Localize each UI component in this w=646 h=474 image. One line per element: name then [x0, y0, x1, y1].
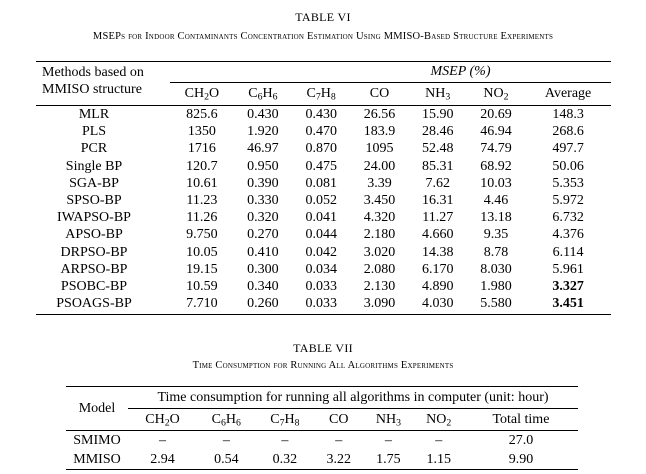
table6-col-header — [409, 83, 467, 106]
table6-cell: 3.090 — [363, 296, 396, 312]
table7-label: TABLE VII — [293, 341, 353, 355]
table6-cell: 0.300 — [247, 261, 279, 277]
table6-row-name: SPSO-BP — [66, 193, 122, 209]
table6-cell: 0.052 — [305, 193, 337, 209]
table6-cell: 0.330 — [247, 193, 279, 209]
table6-row — [36, 123, 611, 140]
formula-part: NO — [483, 86, 504, 101]
table6-cell: 1095 — [365, 141, 394, 157]
formula-subscript: 6 — [221, 416, 226, 428]
table6-row — [36, 106, 611, 124]
table6-row — [36, 209, 611, 226]
formula-subscript: 3 — [396, 416, 401, 428]
table6-cell: 7.710 — [186, 296, 218, 312]
table6-cell: 0.081 — [305, 175, 337, 191]
table7-col-header — [314, 409, 363, 431]
table6-row — [36, 295, 611, 315]
formula-subscript: 2 — [503, 91, 509, 103]
table6-cell: 11.23 — [186, 193, 218, 209]
table6-row-name: ARPSO-BP — [60, 261, 128, 277]
table6-row — [36, 278, 611, 295]
table7-cell: – — [335, 433, 343, 448]
table6-cell: 11.27 — [422, 210, 454, 226]
formula-part: H — [320, 86, 331, 101]
table7-body — [66, 431, 578, 470]
formula-subscript: 2 — [446, 416, 452, 428]
table6-row-name: IWAPSO-BP — [57, 210, 131, 226]
table6-cell: 10.61 — [186, 175, 218, 191]
table6-row-name: SGA-BP — [69, 175, 119, 191]
table6-cell: 0.430 — [247, 107, 279, 122]
table6-cell: 4.46 — [483, 193, 509, 209]
table7-row-name: MMISO — [73, 452, 121, 467]
table6-cell: 7.62 — [425, 175, 450, 191]
table6-cell: 0.410 — [247, 244, 279, 260]
formula-subscript: 6 — [272, 91, 278, 103]
table7-cell: 27.0 — [508, 433, 534, 448]
table7-caption: Time Consumption for Running All Algorithms Experiments — [192, 360, 454, 371]
table6-cell: 4.320 — [363, 210, 396, 226]
formula-part: H — [262, 86, 273, 101]
table6-row-name: APSO-BP — [65, 227, 123, 243]
table6 — [36, 61, 611, 315]
table6-cell — [525, 278, 611, 295]
table6-best-value: 3.451 — [552, 296, 584, 312]
table6-cell: 2.080 — [363, 261, 396, 277]
table7-cell: 0.54 — [214, 452, 239, 467]
table6-col-header — [292, 83, 350, 106]
table7-cell: 3.22 — [326, 452, 351, 467]
formula-part: H — [225, 411, 237, 427]
table6-row-name: PSOAGS-BP — [56, 296, 132, 312]
table7-column-headers — [66, 409, 578, 431]
table6-cell: 1.920 — [247, 124, 279, 140]
table6-cell — [525, 295, 611, 315]
formula-part: O — [209, 86, 220, 101]
table6-cell: 0.033 — [305, 279, 337, 295]
formula-subscript: 6 — [236, 416, 241, 428]
table6-cell: 5.353 — [552, 175, 584, 191]
table7-cell: 1.75 — [376, 452, 401, 467]
formula-part: Total time — [492, 411, 550, 427]
table7-model-header: Model — [66, 387, 128, 431]
table6-row-name: PLS — [81, 124, 107, 140]
table6-col-header — [234, 83, 292, 106]
table6-cell: 10.03 — [480, 175, 512, 191]
formula-part: NO — [426, 411, 447, 427]
table6-cell: 14.38 — [421, 244, 454, 260]
formula-part: O — [169, 411, 180, 427]
table6-row-name: MLR — [78, 107, 110, 122]
table6-cell: 46.94 — [480, 124, 512, 140]
table6-row — [36, 192, 611, 209]
table6-cell: 268.6 — [552, 124, 584, 140]
table6-cell: 13.18 — [480, 210, 512, 226]
table7-cell: – — [222, 433, 230, 448]
table6-cell: 4.660 — [421, 227, 454, 243]
formula-subscript: 2 — [204, 91, 210, 103]
table6-cell: 28.46 — [421, 124, 454, 140]
table7-cell: – — [435, 433, 443, 448]
table6-cell: 148.3 — [552, 107, 584, 122]
table6-cell: 4.376 — [552, 227, 584, 243]
table7-col-header — [414, 409, 464, 431]
table6-cell: 5.961 — [552, 261, 584, 277]
table6-cell: 20.69 — [480, 107, 512, 122]
table7-group-header: Time consumption for running all algorithms in computer (unit: hour) — [157, 390, 549, 405]
formula-part: C — [248, 86, 258, 101]
table6-cell: 4.890 — [421, 279, 454, 295]
table6-cell: 52.48 — [421, 141, 454, 157]
table7-cell: – — [159, 433, 166, 448]
table6-method-header-line2: MMISO structure — [42, 82, 142, 97]
formula-subscript: 2 — [164, 416, 170, 428]
table6-cell: 9.750 — [186, 227, 218, 243]
formula-part: H — [284, 411, 295, 427]
formula-part: C — [211, 411, 222, 427]
table6-cell: 24.00 — [363, 158, 396, 174]
table6-group-header: MSEP (%) — [430, 64, 491, 79]
table7-cell: 1.15 — [426, 452, 451, 467]
formula-part: NH — [375, 411, 397, 427]
table6-cell: 6.170 — [421, 261, 454, 277]
table6-cell: 1.980 — [480, 279, 512, 295]
table6-cell: 183.9 — [363, 124, 396, 140]
formula-part: CH — [145, 411, 165, 427]
table6-cell: 16.31 — [421, 193, 454, 209]
table7-col-header — [128, 409, 197, 431]
table6-col-header — [170, 83, 234, 106]
table7-cell: 2.94 — [150, 452, 175, 467]
table6-cell: 50.06 — [552, 158, 584, 174]
table6-cell: 0.870 — [305, 141, 337, 157]
table6-cell: 68.92 — [480, 158, 512, 174]
table7-row-name: SMIMO — [73, 433, 121, 448]
table6-best-value: 3.327 — [552, 279, 584, 295]
formula-subscript: 7 — [315, 91, 321, 103]
table6-row — [36, 140, 611, 157]
table6-col-header — [350, 83, 408, 106]
table7-col-header — [256, 409, 315, 431]
table7-col-header — [464, 409, 578, 431]
formula-part: C — [270, 411, 280, 427]
table7-cell: 9.90 — [508, 452, 534, 467]
table6-cell: 2.180 — [363, 227, 396, 243]
table6-cell: 46.97 — [247, 141, 279, 157]
table6-cell: 0.270 — [247, 227, 279, 243]
table6-cell: 1350 — [187, 124, 216, 140]
table6-method-header-line1: Methods based on — [42, 65, 144, 80]
table6-cell: 85.31 — [421, 158, 454, 174]
table6-cell: 19.15 — [186, 261, 218, 277]
table6-cell: 0.470 — [305, 124, 337, 140]
table6-row-name: Single BP — [65, 158, 123, 174]
table6-cell: 9.35 — [483, 227, 509, 243]
formula-subscript: 7 — [279, 416, 285, 428]
table6-cell: 10.05 — [186, 244, 218, 260]
table6-cell: 0.042 — [305, 244, 337, 260]
table6-row — [36, 244, 611, 261]
table6-cell: 0.390 — [247, 175, 279, 191]
table6-cell: 6.114 — [552, 244, 584, 260]
table6-cell: 4.030 — [421, 296, 454, 312]
table6-row — [36, 158, 611, 175]
table6-cell: 0.041 — [305, 210, 337, 226]
table6-body — [36, 106, 611, 315]
table6-label: TABLE VI — [295, 10, 351, 24]
table6-cell: 10.59 — [186, 279, 218, 295]
table7-cell: 0.32 — [272, 452, 298, 467]
table6-cell: 0.044 — [305, 227, 337, 243]
table7 — [66, 386, 578, 470]
table6-row — [36, 226, 611, 243]
table6-cell: 5.972 — [552, 193, 584, 209]
formula-subscript: 3 — [445, 91, 451, 103]
table6-row-name: PCR — [80, 141, 108, 157]
formula-part: CO — [329, 411, 349, 427]
table6-cell: 3.020 — [363, 244, 396, 260]
table6-cell: 5.580 — [480, 296, 512, 312]
formula-part: CH — [184, 86, 205, 101]
table6-cell: 8.78 — [483, 244, 509, 260]
table6-cell: 3.450 — [363, 193, 396, 209]
formula-part: NH — [425, 86, 446, 101]
table6-cell: 3.39 — [367, 175, 392, 191]
table6-cell: 120.7 — [186, 158, 218, 174]
table6-row — [36, 175, 611, 192]
table7-cell: – — [384, 433, 392, 448]
table6-cell: 8.030 — [480, 261, 512, 277]
table6-cell: 6.732 — [552, 210, 584, 226]
table6-method-header — [36, 62, 170, 106]
table6-cell: 15.90 — [421, 107, 454, 122]
table6-cell: 11.26 — [186, 210, 218, 226]
table6-col-header — [467, 83, 525, 106]
table7-col-header — [363, 409, 413, 431]
formula-part: C — [306, 86, 316, 101]
table6-row-name: DRPSO-BP — [60, 244, 128, 260]
table6-cell: 825.6 — [186, 107, 218, 122]
table6-cell: 1716 — [187, 141, 216, 157]
formula-subscript: 6 — [257, 91, 263, 103]
table6-caption: MSEPs for Indoor Contaminants Concentration Estimation Using MMISO-Based Structure Experiments — [92, 31, 554, 42]
formula-part: CO — [369, 86, 390, 101]
formula-part: Average — [544, 86, 592, 101]
table6-cell: 0.320 — [247, 210, 279, 226]
table6-cell: 26.56 — [363, 107, 396, 122]
table6-cell: 497.7 — [552, 141, 584, 157]
table7-row — [66, 450, 578, 470]
table7-col-header — [197, 409, 256, 431]
table6-cell: 0.430 — [305, 107, 337, 122]
table7-cell: – — [281, 433, 289, 448]
table6-cell: 0.950 — [247, 158, 279, 174]
table6-row-name: PSOBC-BP — [60, 279, 128, 295]
table6-cell: 0.475 — [305, 158, 337, 174]
formula-subscript: 8 — [294, 416, 300, 428]
table6-cell: 74.79 — [480, 141, 512, 157]
table6-cell: 0.033 — [305, 296, 337, 312]
table6-cell: 0.260 — [247, 296, 279, 312]
table6-col-header — [525, 83, 611, 106]
table6-row — [36, 261, 611, 278]
table6-cell: 2.130 — [363, 279, 396, 295]
formula-subscript: 8 — [330, 91, 336, 103]
table6-cell: 0.340 — [247, 279, 279, 295]
table7-row — [66, 431, 578, 451]
table6-cell: 0.034 — [305, 261, 337, 277]
